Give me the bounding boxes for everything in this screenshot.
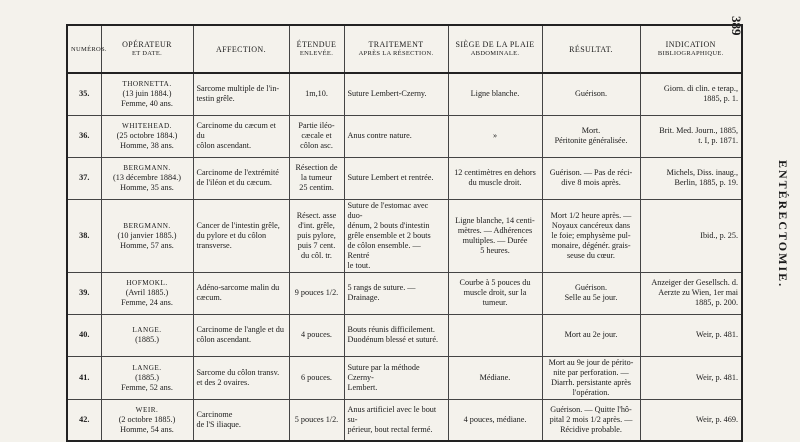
cell-result-line: nite par perforation. — bbox=[553, 367, 629, 377]
cell-extent-line: 5 pouces 1/2. bbox=[294, 414, 339, 424]
cell-operator-line: (2 octobre 1885.) bbox=[118, 414, 176, 424]
cell-operator-line: (25 octobre 1884.) bbox=[116, 131, 178, 140]
cell-operator bbox=[101, 73, 193, 115]
cell-affection-line: côlon ascendant. bbox=[196, 335, 252, 344]
cell-operator bbox=[101, 199, 193, 272]
cell-treatment bbox=[344, 314, 448, 356]
cell-num: 36. bbox=[67, 115, 101, 157]
cell-bibliography-line: Brit. Med. Journ., 1885, bbox=[659, 126, 738, 135]
cell-extent-line: 6 pouces. bbox=[301, 372, 332, 382]
header-num: NUMÉROS. bbox=[67, 25, 101, 73]
header-affection: AFFECTION. bbox=[193, 25, 289, 73]
cell-result bbox=[542, 272, 640, 314]
cell-result-line: l'opération. bbox=[572, 387, 610, 397]
cell-result-line: Guérison. bbox=[574, 283, 608, 292]
cell-result bbox=[542, 73, 640, 115]
cell-operator-line: BERGMANN. bbox=[123, 221, 171, 230]
header-row bbox=[67, 25, 742, 73]
cell-treatment-line: dénum, 2 bouts d'intestin bbox=[347, 220, 430, 230]
cell-operator-line: (1885.) bbox=[135, 335, 159, 344]
cell-operator-line: Homme, 38 ans. bbox=[120, 141, 174, 150]
cell-wound-site bbox=[448, 399, 542, 441]
cell-operator-line: Femme, 40 ans. bbox=[121, 99, 173, 109]
cell-bibliography-line: Anzeiger der Gesellsch. d. bbox=[651, 278, 738, 287]
cell-treatment-line: Suture par la méthode Czerny- bbox=[347, 362, 420, 382]
cell-affection-line: et des 2 ovaires. bbox=[196, 377, 250, 387]
cell-bibliography-line: Ibid., p. 25. bbox=[700, 230, 738, 240]
cell-extent bbox=[289, 115, 344, 157]
cell-treatment-line: 5 rangs de suture. — Drainage. bbox=[347, 283, 416, 302]
cell-extent-line: puis pylore, bbox=[297, 230, 336, 240]
cell-wound-site-line: muscle droit, sur la bbox=[463, 288, 527, 297]
cell-treatment-line: Suture Lembert et rentrée. bbox=[347, 173, 434, 182]
cell-treatment-line: de côlon ensemble. — Rentré bbox=[347, 240, 421, 260]
cell-operator-line: Femme, 52 ans. bbox=[121, 382, 173, 392]
cell-wound-site-line: Courbe à 5 pouces du bbox=[459, 278, 531, 287]
cell-operator-line: HOFMOKL. bbox=[126, 279, 168, 287]
header-bibliography: INDICATION BIBLIOGRAPHIQUE. bbox=[640, 25, 742, 73]
cell-result-line: Mort. bbox=[581, 126, 601, 135]
cell-bibliography bbox=[640, 199, 742, 272]
cell-treatment bbox=[344, 73, 448, 115]
cell-wound-site-line: Ligne blanche, 14 centi- bbox=[455, 215, 535, 225]
cell-wound-site-line: » bbox=[492, 131, 498, 140]
cell-operator bbox=[101, 399, 193, 441]
cell-extent bbox=[289, 399, 344, 441]
cell-extent bbox=[289, 199, 344, 272]
cell-bibliography-line: 1885, p. 1. bbox=[703, 94, 738, 104]
cell-result-line: Guérison. — Quitte l'hô- bbox=[550, 404, 632, 414]
cell-wound-site-line: 4 pouces, médiane. bbox=[463, 414, 527, 424]
cell-wound-site-line: 12 centimètres en dehors bbox=[454, 168, 536, 177]
cell-num: 41. bbox=[67, 356, 101, 399]
cell-result-line: monaire, dégénér. grais- bbox=[551, 240, 631, 250]
cell-wound-site bbox=[448, 356, 542, 399]
cell-operator bbox=[101, 272, 193, 314]
cell-num: 39. bbox=[67, 272, 101, 314]
cell-num: 42. bbox=[67, 399, 101, 441]
cell-extent-line: d'int. grêle, bbox=[298, 220, 335, 230]
cell-extent-line: du côl. tr. bbox=[301, 250, 332, 260]
cell-affection bbox=[193, 157, 289, 199]
cell-result-line: Guérison. — Pas de réci- bbox=[549, 168, 633, 177]
cell-treatment bbox=[344, 199, 448, 272]
table-row bbox=[67, 73, 742, 115]
cell-bibliography bbox=[640, 399, 742, 441]
table-row bbox=[67, 314, 742, 356]
cell-operator-line: Femme, 24 ans. bbox=[121, 298, 173, 307]
cell-extent-line: 1m,10. bbox=[305, 89, 328, 99]
cell-bibliography-line: Aerzte zu Wien, 1er mai bbox=[658, 288, 738, 297]
cell-wound-site-line: Ligne blanche. bbox=[470, 89, 520, 99]
cell-treatment-line: Duodénum blessé et suturé. bbox=[347, 335, 438, 344]
cell-result-line: Guérison. bbox=[574, 89, 608, 99]
cell-extent-line: cæcale et bbox=[301, 131, 332, 140]
cell-bibliography bbox=[640, 157, 742, 199]
cell-treatment-line: Anus contre nature. bbox=[347, 131, 412, 140]
cell-affection-line: Carcinome du cæcum et du bbox=[196, 121, 276, 140]
cell-affection-line: du pylore et du côlon bbox=[196, 230, 267, 240]
cell-wound-site bbox=[448, 73, 542, 115]
cell-wound-site bbox=[448, 157, 542, 199]
cell-extent-line: 4 pouces. bbox=[301, 330, 332, 339]
cell-wound-site-line: mètres. — Adhérences bbox=[457, 225, 533, 235]
cases-table bbox=[66, 24, 743, 442]
table-row bbox=[67, 272, 742, 314]
cell-extent-line: Résection de bbox=[295, 163, 338, 172]
cell-bibliography bbox=[640, 73, 742, 115]
cell-bibliography bbox=[640, 314, 742, 356]
cell-result bbox=[542, 157, 640, 199]
cell-affection bbox=[193, 356, 289, 399]
cell-result bbox=[542, 356, 640, 399]
cell-result bbox=[542, 399, 640, 441]
cell-extent-line: puis 7 cent. bbox=[297, 240, 336, 250]
cell-affection-line: testin grêle. bbox=[196, 94, 235, 104]
cell-operator bbox=[101, 157, 193, 199]
cell-result-line: Mort au 9e jour de périto- bbox=[548, 357, 634, 367]
cell-extent-line: 25 centim. bbox=[299, 183, 334, 192]
cell-wound-site bbox=[448, 199, 542, 272]
table-row bbox=[67, 157, 742, 199]
cell-wound-site-line: 5 heures. bbox=[480, 245, 510, 255]
cell-result-line: Diarrh. persistante après bbox=[551, 377, 631, 387]
cell-affection-line: de l'S iliaque. bbox=[196, 419, 241, 429]
cell-operator-line: BERGMANN. bbox=[123, 164, 171, 172]
cell-wound-site bbox=[448, 314, 542, 356]
cell-affection-line: Cancer de l'intestin grêle, bbox=[196, 220, 280, 230]
cell-bibliography-line: Weir, p. 469. bbox=[696, 414, 738, 424]
cell-treatment bbox=[344, 272, 448, 314]
cell-bibliography-line: Weir, p. 481. bbox=[696, 372, 738, 382]
header-wound-site: SIÈGE DE LA PLAIE ABDOMINALE. bbox=[448, 25, 542, 73]
cell-affection-line: Carcinome de l'angle et du bbox=[196, 325, 284, 334]
cell-wound-site-line: Médiane. bbox=[479, 372, 511, 382]
cell-operator-line: (13 décembre 1884.) bbox=[113, 173, 181, 182]
cell-result-line: Récidive probable. bbox=[560, 424, 622, 434]
cell-treatment-line: Bouts réunis difficilement. bbox=[347, 325, 435, 334]
cell-extent bbox=[289, 272, 344, 314]
cell-treatment bbox=[344, 356, 448, 399]
cell-affection bbox=[193, 272, 289, 314]
cell-extent-line: Partie iléo- bbox=[298, 121, 335, 130]
table-row bbox=[67, 115, 742, 157]
cell-affection-line: Sarcome du côlon transv. bbox=[196, 367, 280, 377]
cell-operator-line: WHITEHEAD. bbox=[122, 122, 172, 130]
cell-bibliography bbox=[640, 272, 742, 314]
cell-extent-line: côlon asc. bbox=[300, 141, 333, 150]
cell-bibliography-line: Giorn. di clin. e terap., bbox=[663, 84, 738, 94]
cell-operator-line: (Avril 1885.) bbox=[125, 288, 169, 297]
cell-result-line: seuse du cœur. bbox=[567, 250, 615, 260]
cell-wound-site-line: du muscle droit. bbox=[468, 178, 522, 187]
cell-operator-line: Homme, 35 ans. bbox=[120, 183, 174, 192]
cell-affection bbox=[193, 399, 289, 441]
cell-operator-line: THORNETTA. bbox=[122, 80, 172, 89]
cell-bibliography-line: 1885, p. 200. bbox=[695, 298, 738, 307]
cell-wound-site-line: multiples. — Durée bbox=[462, 235, 528, 245]
cell-treatment-line: Suture de l'estomac avec duo- bbox=[347, 200, 429, 220]
cell-result-line: Noyaux cancéreux dans bbox=[551, 220, 631, 230]
cell-result-line: Mort 1/2 heure après. — bbox=[550, 210, 632, 220]
header-treatment: TRAITEMENT APRÈS LA RÉSECTION. bbox=[344, 25, 448, 73]
cell-result-line: Selle au 5e jour. bbox=[564, 293, 618, 302]
cell-extent bbox=[289, 356, 344, 399]
cell-operator-line: WEIR. bbox=[135, 405, 159, 414]
cell-affection-line: Adéno-sarcome malin du bbox=[196, 283, 280, 292]
cell-operator-line: LANGE. bbox=[132, 363, 162, 372]
cell-num: 38. bbox=[67, 199, 101, 272]
cell-bibliography bbox=[640, 115, 742, 157]
cell-treatment-line: le tout. bbox=[347, 260, 371, 270]
cell-operator-line: Homme, 54 ans. bbox=[120, 424, 174, 434]
cell-treatment-line: périeur, bout rectal fermé. bbox=[347, 424, 433, 434]
cell-extent bbox=[289, 157, 344, 199]
cell-affection-line: de l'iléon et du cæcum. bbox=[196, 178, 272, 187]
cell-wound-site bbox=[448, 115, 542, 157]
cell-operator-line: LANGE. bbox=[132, 326, 162, 334]
cell-affection-line: transverse. bbox=[196, 240, 232, 250]
cell-wound-site-line: tumeur. bbox=[482, 298, 508, 307]
cell-result bbox=[542, 314, 640, 356]
header-operator: OPÉRATEUR ET DATE. bbox=[101, 25, 193, 73]
table-row bbox=[67, 356, 742, 399]
cell-bibliography-line: Michels, Diss. inaug., bbox=[666, 168, 738, 177]
table-row bbox=[67, 199, 742, 272]
cell-affection-line: cæcum. bbox=[196, 293, 222, 302]
cell-operator bbox=[101, 115, 193, 157]
cell-bibliography bbox=[640, 356, 742, 399]
cell-extent-line: la tumeur bbox=[300, 173, 333, 182]
cell-affection-line: côlon ascendant. bbox=[196, 141, 252, 150]
cell-affection bbox=[193, 314, 289, 356]
cell-bibliography-line: t. I, p. 1871. bbox=[698, 136, 738, 145]
cell-result-line: pital 2 mois 1/2 après. — bbox=[549, 414, 633, 424]
cell-affection bbox=[193, 73, 289, 115]
cell-result bbox=[542, 199, 640, 272]
cell-num: 37. bbox=[67, 157, 101, 199]
cell-result bbox=[542, 115, 640, 157]
cell-affection-line: Carcinome de l'extrémité bbox=[196, 168, 279, 177]
cell-extent-line: 9 pouces 1/2. bbox=[294, 288, 339, 297]
cell-affection-line: Carcinome bbox=[196, 409, 233, 419]
cell-treatment-line: Anus artificiel avec le bout su- bbox=[347, 404, 437, 424]
cell-num: 40. bbox=[67, 314, 101, 356]
cell-bibliography-line: Weir, p. 481. bbox=[696, 330, 738, 339]
cell-result-line: Péritonite généralisée. bbox=[554, 136, 628, 145]
cell-operator bbox=[101, 314, 193, 356]
cell-affection bbox=[193, 199, 289, 272]
running-head: ENTÉRECTOMIE. bbox=[776, 160, 790, 289]
cell-treatment bbox=[344, 399, 448, 441]
table-row bbox=[67, 399, 742, 441]
cell-operator-line: (1885.) bbox=[135, 372, 159, 382]
cell-bibliography-line: Berlin, 1885, p. 19. bbox=[674, 178, 738, 187]
cell-result-line: dive 8 mois après. bbox=[561, 178, 621, 187]
cell-extent-line: Résect. asse bbox=[296, 210, 337, 220]
cell-affection-line: Sarcome multiple de l'in- bbox=[196, 84, 280, 94]
cell-result-line: le foie; emphysème pul- bbox=[551, 230, 631, 240]
cell-operator-line: (13 juin 1884.) bbox=[122, 89, 172, 99]
cell-affection bbox=[193, 115, 289, 157]
cell-operator-line: Homme, 57 ans. bbox=[120, 240, 174, 250]
cell-treatment-line: Lembert. bbox=[347, 382, 378, 392]
cell-treatment-line: grêle ensemble et 2 bouts bbox=[347, 230, 431, 240]
cell-extent bbox=[289, 314, 344, 356]
header-result: RÉSULTAT. bbox=[542, 25, 640, 73]
cell-wound-site bbox=[448, 272, 542, 314]
cell-treatment bbox=[344, 157, 448, 199]
cell-treatment-line: Suture Lembert-Czerny. bbox=[347, 89, 427, 99]
cell-operator bbox=[101, 356, 193, 399]
cell-result-line: Mort au 2e jour. bbox=[564, 330, 618, 339]
cell-operator-line: (10 janvier 1885.) bbox=[117, 230, 177, 240]
page-number: 389 bbox=[729, 16, 744, 36]
cell-num: 35. bbox=[67, 73, 101, 115]
cell-extent bbox=[289, 73, 344, 115]
header-extent: ÉTENDUE ENLEVÉE. bbox=[289, 25, 344, 73]
cell-treatment bbox=[344, 115, 448, 157]
